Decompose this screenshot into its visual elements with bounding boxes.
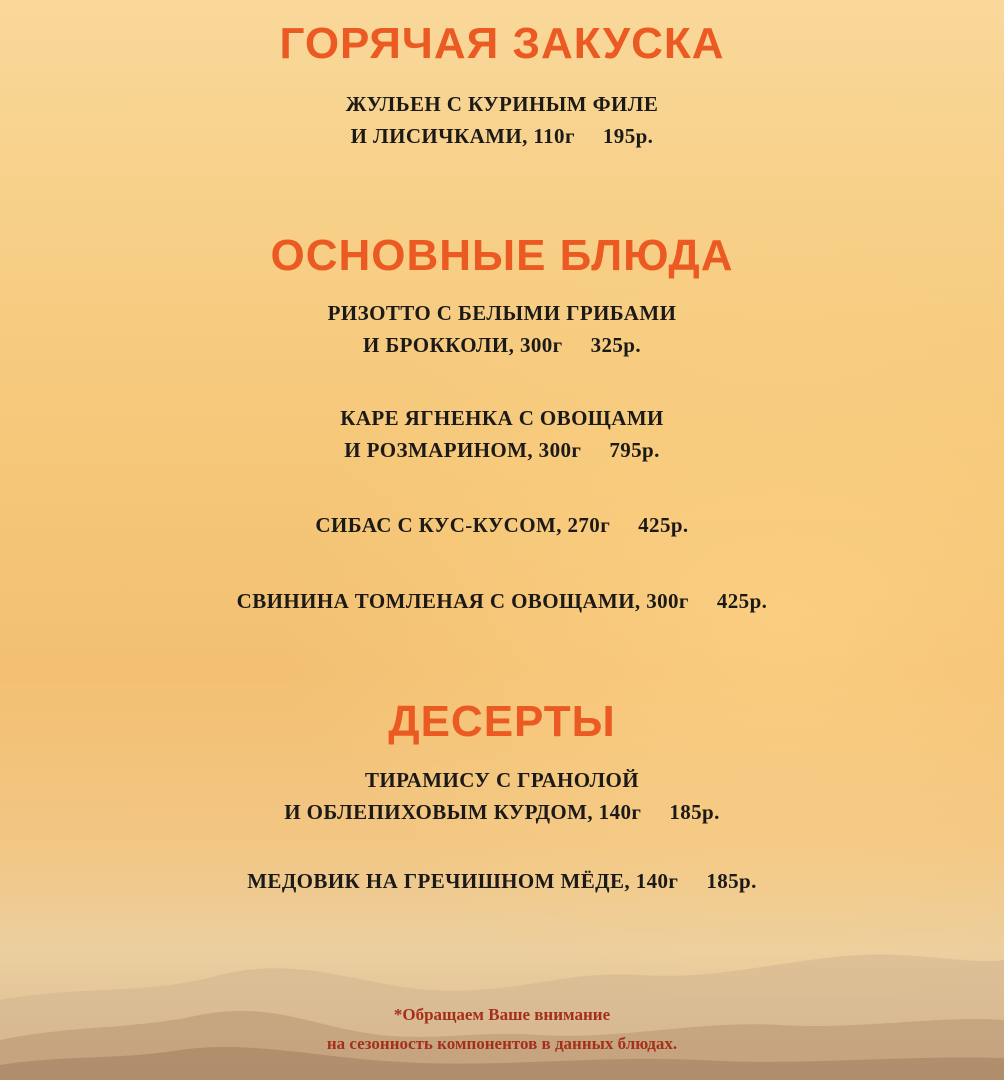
menu-item-name: РИЗОТТО С БЕЛЫМИ ГРИБАМИ [327,301,677,325]
menu-item-name: СИБАС С КУС-КУСОМ, 270г [315,513,611,537]
menu-item-price: 425р. [638,513,689,537]
menu-item-name: ЖУЛЬЕН С КУРИНЫМ ФИЛЕ [345,92,659,116]
menu-item-braised-pork [0,585,1004,617]
section-title-desserts: ДЕСЕРТЫ [388,697,616,746]
footnote-line: *Обращаем Ваше внимание [393,1005,611,1024]
menu-item-seabass [0,509,1004,541]
menu-item-medovik [0,865,1004,897]
menu-item-price: 325р. [590,333,642,357]
menu-item-name-cont: И РОЗМАРИНОМ, 300г [344,438,582,462]
menu-item-lamb-rack [0,402,1004,466]
menu-item-price: 185р. [669,800,720,824]
menu-item-tiramisu [0,764,1004,828]
menu-item-price: 185р. [706,869,757,893]
footnote-line: на сезонность компонентов в данных блюдах. [326,1034,678,1053]
menu-item-name: КАРЕ ЯГНЕНКА С ОВОЩАМИ [340,406,664,430]
menu-item-price: 795р. [609,438,660,462]
section-title-hot-appetizer: ГОРЯЧАЯ ЗАКУСКА [279,19,725,68]
menu-item-name: ТИРАМИСУ С ГРАНОЛОЙ [365,768,639,792]
menu-item-julienne [0,88,1004,152]
menu-item-price: 195р. [602,124,654,148]
menu-item-name: МЕДОВИК НА ГРЕЧИШНОМ МЁДЕ, 140г [247,869,679,893]
section-title-main-courses: ОСНОВНЫЕ БЛЮДА [270,231,734,280]
menu-item-risotto [0,297,1004,361]
seasonality-footnote [0,1000,1004,1058]
menu-item-name-cont: И ОБЛЕПИХОВЫМ КУРДОМ, 140г [284,800,642,824]
menu-item-name: СВИНИНА ТОМЛЕНАЯ С ОВОЩАМИ, 300г [236,589,689,613]
menu-item-name-cont: И БРОККОЛИ, 300г [362,333,563,357]
menu-item-name-cont: И ЛИСИЧКАМИ, 110г [350,124,575,148]
menu-item-price: 425р. [716,589,768,613]
